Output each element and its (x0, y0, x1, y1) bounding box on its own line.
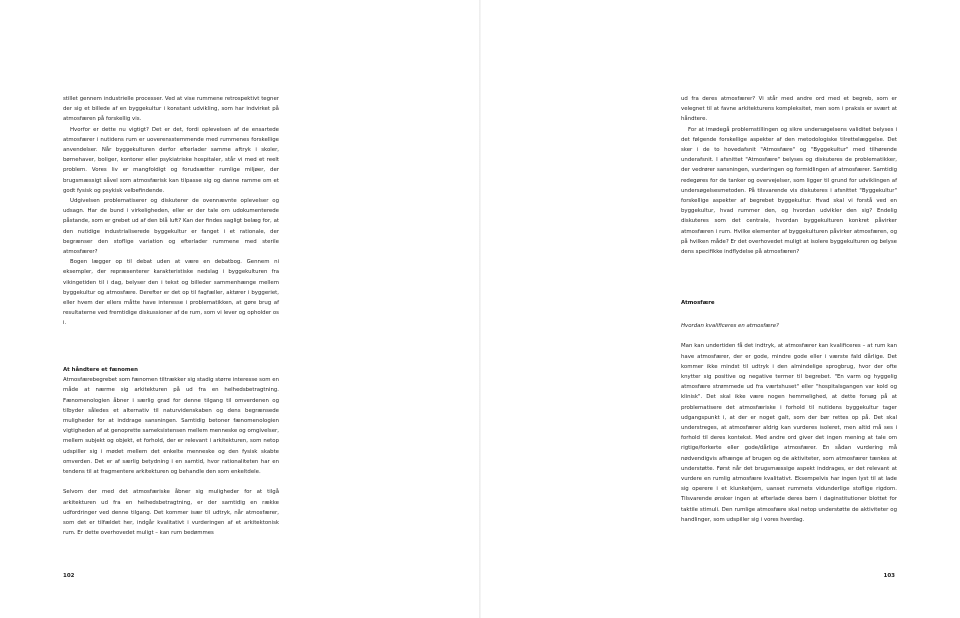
body-paragraph: For at imødegå problemstillingen og sikre undersøgelsens validitet belyses i det følgende forskellige aspekter af den metodologiske tilrettelæggelse. Det sker i de to hovedafsnit "Atmosfære" og "Byggekultur" med tilhørende underafsnit. I afsnittet "Atmosfære" belyses og diskuteres de problematikker, der vedrører sansningen, vurderingen og formidlingen af atmosfærer. Samtidig redegøres for de tanker og overvejelser, som ligger til grund for udviklingen af undersøgelsesmetoden. På tilsvarende vis diskuteres i afsnittet "Byggekultur" forskellige aspekter af begrebet byggekultur. Hvad skal vi forstå ved en byggekultur, hvad rummer den, og hvordan udvikler den sig? Endelig diskuteres som det centrale, hvordan byggekulturen konkret påvirker atmosfæren i rum. Hvilke elementer af byggekulturen påvirker atmosfæren, og på hvilken måde? Er det overhovedet muligt at isolere byggekulturen og belyse dens specifikke indflydelse på atmosfæren? (681, 126, 897, 256)
left-section (63, 365, 279, 538)
body-paragraph: Udgivelsen problematiserer og diskuterer de ovennævnte oplevelser og udsagn. Har de bund i virkeligheden, eller er der tale om udokumenterede påstande, som er grebet ud af den blå luft? Kan der findes sagligt belæg for, at den nutidige industrialiserede byggekultur er fanget i et rationale, der begrænser den stoflige variation og efterlader rummene med sterile atmosfærer? (63, 198, 279, 256)
body-paragraph: Bogen lægger op til debat uden at være en debatbog. Gennem ni eksempler, der repræsenterer karakteristiske nedslag i byggekulturen fra vikingetiden til i dag, belyser den i tekst og billeder sammenhænge mellem byggekultur og atmosfære. Derefter er det op til fagfæller, aktører i byggeriet, eller hvem der ellers måtte have interesse i problematikken, at gøre brug af resultaterne ved fremtidige diskussioner af de rum, som vi lever og opholder os i. (63, 259, 279, 327)
body-paragraph: ud fra deres atmosfærer? Vi står med andre ord med et begreb, som er velegnet til at favne arkitekturens kompleksitet, men som i praksis er svært at håndtere. (681, 96, 897, 123)
body-paragraph: Atmosfærebegrebet som fænomen tiltrækker sig stadig større interesse som en måde at nærme sig arkitekturen på ud fra en helhedsbetragtning. Fænomenologien åbner i særlig grad for denne tilgang til omverdenen og tilbyder således et alternativ til naturvidenskaben og dens begrænsede muligheder for at inddrage sansningen. Samtidig betoner fænomenologien vigtigheden af at genoprette sameksistensen mellem menneske og omgivelser, mellem subjekt og objekt, et forhold, der er relevant i arkitekturen, som netop udspiller sig i mødet mellem det enkelte menneske og den fysisk skabte omverden. Det er af særlig betydning i en samtid, hvor rationaliteten har en tendens til at fragmentere arkitekturen og behandle den som enkeltdele. (63, 377, 279, 476)
body-paragraph: Hvorfor er dette nu vigtigt? Det er det, fordi oplevelsen af de ensartede atmosfærer i nutidens rum er uoverensstemmende med rummenes forskellige anvendelser. Når byggekulturen derfor efterlader samme aftryk i skoler, børnehaver, boliger, kontorer eller psykiatriske hospitaler, står vi med et reelt problem. Vores liv er mangfoldigt og forudsætter rumlige miljøer, der brugsmæssigt såvel som atmosfærisk kan tilpasse sig og danne ramme om et godt fysisk og psykisk velbefindende. (63, 126, 279, 194)
left-text-column (63, 94, 279, 329)
section-subheading: Hvordan kvalificeres en atmosfære? (681, 323, 779, 330)
right-text-column (681, 94, 897, 257)
body-paragraph: stillet gennem industrielle processer. Ved at vise rummene retrospektivt tegner der sig et billede af en byggekultur i konstant udvikling, som har indvirket på atmosfæren på forskellig vis. (63, 96, 279, 123)
body-paragraph: Man kan undertiden få det indtryk, at atmosfærer kan kvalificeres – at rum kan have atmosfærer, der er gode, mindre gode eller i værste fald dårlige. Det kommer ikke mindst til udtryk i den almindelige sprogbrug, hvor der ofte knytter sig positive og negative termer til begrebet. "En varm og hyggelig atmosfære strømmede ud fra værtshuset" eller "hospitalsgangen var kold og klinisk". Det skal ikke være nogen hemmelighed, at dette forsøg på at problematisere det atmosfæriske i forhold til nutidens byggekultur tager udgangspunkt i, at der er noget galt, som der bør rettes op på. Det skal understreges, at atmosfærer aldrig kan vurderes isoleret, men altid må ses i forhold til deres kontekst. Med andre ord giver det ingen mening at tale om rigtige/forkerte eller gode/dårlige atmosfærer. En sådan vurdering må nødvendigvis afhænge af brugen og de aktiviteter, som atmosfærer tænkes at understøtte. Først når det brugsmæssige aspekt inddrages, er det relevant at vurdere en rumlig atmosfære kvalitativt. Eksempelvis har ingen lyst til at lade sig operere i et klunkehjem, uanset rummets vidunderlige stoflige rigdom. Tilsvarende ønsker ingen at efterlade deres børn i daginstitutioner blottet for taktile stimuli. Den rumlige atmosfære skal netop understøtte de aktiviteter og handlinger, som udspiller sig i vores hverdag. (681, 343, 897, 523)
right-section (681, 298, 897, 525)
section-heading: Atmosfære (681, 300, 715, 306)
page-number: 103 (883, 573, 895, 579)
right-page (480, 0, 960, 618)
body-paragraph: Selvom der med det atmosfæriske åbner sig muligheder for at tilgå arkitekturen ud fra en helhedsbetragtning, er der samtidig en række udfordringer ved denne tilgang. Det kommer især til udtryk, når atmosfærer, som det er tilfældet her, indgår kvalitativt i vurderingen af et arkitektonisk rum. Er dette overhovedet muligt – kan rum bedømmes (63, 489, 279, 537)
section-heading: At håndtere et fænomen (63, 367, 138, 373)
page-number: 102 (63, 573, 75, 579)
